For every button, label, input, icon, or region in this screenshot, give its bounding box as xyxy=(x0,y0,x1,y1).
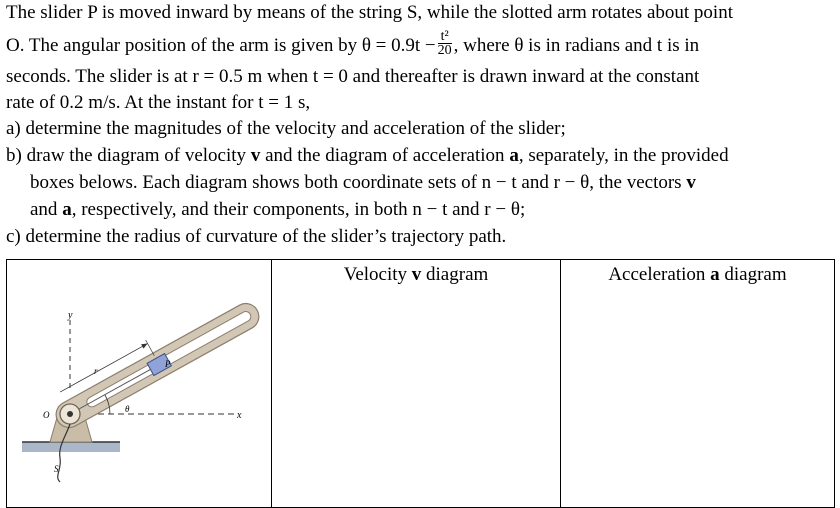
velocity-title-text: Velocity xyxy=(343,264,412,285)
problem-line-1: The slider P is moved inward by means of the string S, while the slotted arm rotates about point xyxy=(6,2,733,23)
acceleration-title-text: Acceleration xyxy=(608,264,711,285)
figure-cell xyxy=(7,260,272,508)
fraction xyxy=(438,30,452,57)
problem-line-2 xyxy=(6,29,700,60)
question-a: a) determine the magnitudes of the velocity and acceleration of the slider; xyxy=(6,118,566,139)
pivot-pin xyxy=(67,411,73,417)
r-arrowhead xyxy=(141,341,149,348)
p-label: P xyxy=(165,359,171,369)
question-b-line-2 xyxy=(30,172,696,194)
question-b-text: b) draw the diagram of velocity xyxy=(6,145,251,166)
acceleration-diagram-title xyxy=(608,264,786,285)
string xyxy=(70,369,150,414)
ground-hatch xyxy=(22,442,120,452)
velocity-diagram-box xyxy=(272,260,561,508)
question-b-line-3 xyxy=(30,199,525,221)
acceleration-diagram-box xyxy=(561,260,835,508)
o-label: O xyxy=(43,410,50,420)
vector-v: v xyxy=(686,172,696,193)
question-b-text: , respectively, and their components, in both n − t and r − θ; xyxy=(71,199,526,220)
velocity-diagram-title xyxy=(344,264,489,285)
problem-line-3: seconds. The slider is at r = 0.5 m when t = 0 and thereafter is drawn inward at the constant xyxy=(6,66,700,87)
x-axis-label: x xyxy=(237,410,242,421)
problem-line-4: rate of 0.2 m/s. At the instant for t = 1 s, xyxy=(6,92,311,113)
question-c: c) determine the radius of curvature of the slider’s trajectory path. xyxy=(6,226,507,247)
fraction-denominator: 20 xyxy=(437,43,452,58)
problem-line-2a: O. The angular position of the arm is given by θ = 0.9t − xyxy=(6,34,436,56)
acceleration-title-text: diagram xyxy=(719,264,787,285)
problem-line-2b: , where θ is in radians and t is in xyxy=(453,34,700,56)
velocity-title-text: diagram xyxy=(421,264,489,285)
vector-a: a xyxy=(62,199,72,220)
question-b-text: and the diagram of acceleration xyxy=(260,145,510,166)
question-b-line-1 xyxy=(6,145,729,167)
y-axis-label: y xyxy=(68,310,73,321)
slotted-arm-figure xyxy=(8,264,270,500)
s-label: S xyxy=(54,464,59,474)
question-b-text: , separately, in the provided xyxy=(518,145,729,166)
fraction-numerator: t² xyxy=(438,30,452,44)
acceleration-title-bold: a xyxy=(710,264,720,285)
vector-a: a xyxy=(509,145,519,166)
r-label: r xyxy=(94,366,98,376)
velocity-title-bold: v xyxy=(411,264,422,285)
question-b-text: and xyxy=(30,199,63,220)
question-b-text: boxes belows. Each diagram shows both coordinate sets of n − t and r − θ, the vectors xyxy=(30,172,687,193)
answer-boxes xyxy=(6,259,835,508)
theta-label: θ xyxy=(125,404,130,414)
r-extension xyxy=(146,340,155,356)
vector-v: v xyxy=(250,145,261,166)
